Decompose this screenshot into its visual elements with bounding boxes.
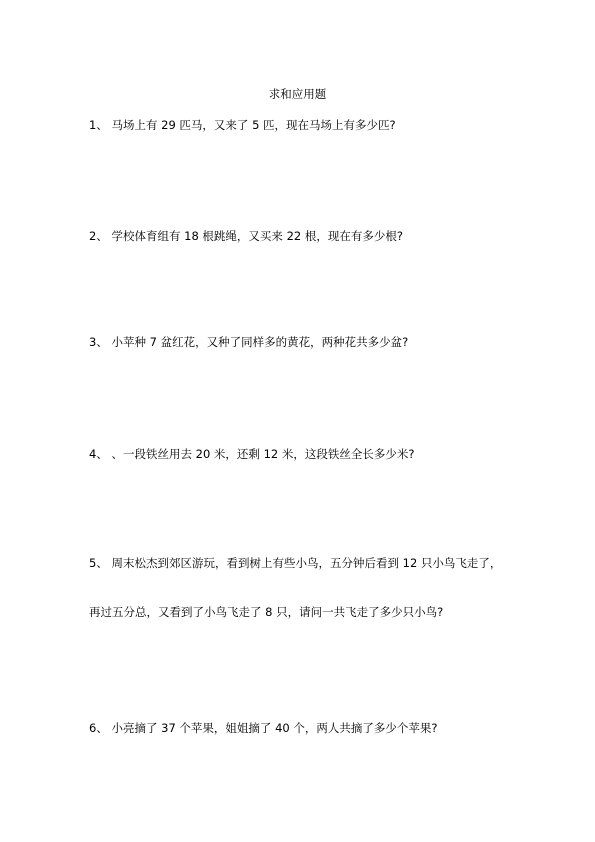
question-5-line-2: 再过五分总，又看到了小鸟飞走了 8 只，请问一共飞走了多少只小鸟? <box>89 605 444 619</box>
question-1: 1、 马场上有 29 匹马，又来了 5 匹，现在马场上有多少匹? <box>89 118 396 132</box>
page-title: 求和应用题 <box>268 87 327 101</box>
question-6: 6、 小亮摘了 37 个苹果，姐姐摘了 40 个，两人共摘了多少个苹果? <box>89 721 438 735</box>
question-2: 2、 学校体育组有 18 根跳绳，又买来 22 根，现在有多少根? <box>89 229 403 243</box>
question-4: 4、 、一段铁丝用去 20 米，还剩 12 米，这段铁丝全长多少米? <box>89 447 415 461</box>
question-3: 3、 小苹种 7 盆红花，又种了同样多的黄花，两种花共多少盆? <box>89 335 409 349</box>
question-5-line-1: 5、 周末松杰到郊区游玩，看到树上有些小鸟，五分钟后看到 12 只小鸟飞走了， <box>89 556 502 570</box>
